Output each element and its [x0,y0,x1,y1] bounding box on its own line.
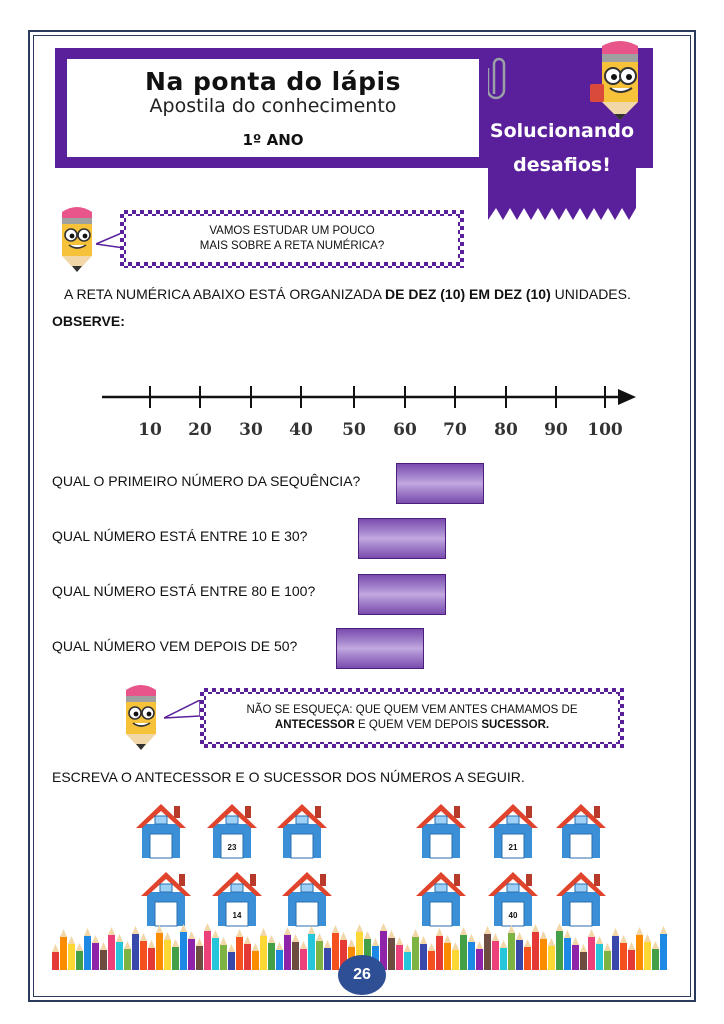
grade-label: 1º ANO [242,131,304,149]
number-line-label: 30 [239,420,263,440]
pencil-tip [444,935,451,943]
house-number: 14 [232,911,242,920]
pencil-tip [516,932,523,940]
pencil-tip [652,941,659,949]
pencil-tip [468,934,475,942]
pencil-body [412,937,419,970]
number-line-label: 90 [544,420,568,440]
pencil-tip [228,944,235,952]
pencil-tip [84,928,91,936]
pencil-tip [524,939,531,947]
pencil-body [204,931,211,970]
pencil-body [100,950,107,970]
pencil-tip [100,942,107,950]
pencil-body [92,943,99,970]
question-3: QUAL NÚMERO ESTÁ ENTRE 80 E 100? [52,583,316,599]
pencil-body [580,952,587,970]
pencil-tip [492,933,499,941]
pencil-body [468,942,475,970]
bubble-line-2: MAIS SOBRE A RETA NUMÉRICA? [199,240,385,252]
pencil-tip [124,941,131,949]
pencil-body [188,939,195,970]
pencil-tip [476,941,483,949]
pencil-body [604,951,611,970]
pencil-tip [292,934,299,942]
pencil-body [76,951,83,970]
pencil-tip [196,938,203,946]
house-number: 21 [508,843,518,852]
sucessor-word: SUCESSOR. [481,719,550,731]
pencil-tip [156,925,163,933]
pencil-tip [236,929,243,937]
pencil-tip [604,943,611,951]
number-line-label: 10 [138,420,162,440]
pencil-mascot-icon [116,684,166,752]
house-icon [488,802,538,860]
pencil-body [180,932,187,970]
pencil-body [516,940,523,970]
pencil-tip [220,937,227,945]
number-line-label: 100 [587,420,623,440]
pencil-tip [404,944,411,952]
pencil-body [132,934,139,970]
pencil-body [220,945,227,970]
pencil-tip [580,944,587,952]
number-line-label: 50 [342,420,366,440]
pencil-tip [588,929,595,937]
pencil-tip [636,927,643,935]
pencil-tip [356,924,363,932]
number-line [98,380,638,416]
pencil-tip [388,930,395,938]
house-icon[interactable] [416,802,466,860]
pencil-body [460,935,467,970]
intro-text-bold: DE DEZ (10) EM DEZ (10) [385,286,551,302]
pencil-body [532,932,539,970]
pencil-body [564,938,571,970]
pencil-tip [348,939,355,947]
pencil-tip [436,928,443,936]
pencil-body [292,942,299,970]
intro-text-end: UNIDADES. [550,286,631,302]
number-line-label: 80 [494,420,518,440]
pencil-body [644,942,651,970]
pencil-body [68,944,75,970]
pencil-tip [452,942,459,950]
pencil-body [572,945,579,970]
number-line-label: 60 [393,420,417,440]
page-number: 26 [338,955,386,995]
pencil-body [436,936,443,970]
pencil-body [236,937,243,970]
pencil-tip [188,931,195,939]
pencil-body [108,935,115,970]
pencil-body [228,952,235,970]
pencil-tip [644,934,651,942]
pencil-body [284,935,291,970]
pencil-body [660,934,667,970]
pencil-body [260,936,267,970]
bubble-line-2 [275,718,549,733]
instruction-text: ESCREVA O ANTECESSOR E O SUCESSOR DOS NÚMEROS A SEGUIR. [52,769,525,785]
pencil-body [628,950,635,970]
pencil-tip [204,923,211,931]
pencil-mascot-icon [52,206,102,274]
house-icon[interactable] [136,802,186,860]
pencil-tip [628,942,635,950]
pencil-tip [268,935,275,943]
house-icon[interactable] [277,802,327,860]
pencil-tip [68,936,75,944]
header-title-box [66,58,480,158]
paperclip-icon [488,54,510,102]
ribbon-line-1: Solucionando [489,120,635,142]
house-number: 23 [227,843,237,852]
answer-box-1[interactable] [396,463,484,504]
page-subtitle: Apostila do conhecimento [149,95,397,117]
pencil-body [172,947,179,970]
pencil-tip [284,927,291,935]
pencil-tip [596,936,603,944]
pencil-tip [380,923,387,931]
question-4: QUAL NÚMERO VEM DEPOIS DE 50? [52,638,298,654]
pencil-tip [108,927,115,935]
pencil-body [140,941,147,970]
pencil-body [508,933,515,970]
pencil-tip [396,937,403,945]
pencil-tip [308,926,315,934]
pencil-body [548,946,555,970]
speech-bubble [120,210,464,268]
pencil-tip [460,927,467,935]
pencil-body [444,943,451,970]
speech-bubble-text [206,694,618,742]
pencil-body [428,951,435,970]
pencil-body [404,952,411,970]
pencil-body [324,948,331,970]
house-number: 40 [508,911,518,920]
pencil-tip [172,939,179,947]
pencil-body [316,941,323,970]
intro-text-start: A RETA NUMÉRICA ABAIXO ESTÁ ORGANIZADA [64,286,386,302]
pencil-tip [500,940,507,948]
intro-text [64,286,631,302]
pencil-tip [260,928,267,936]
pencil-body [484,934,491,970]
pencil-tip [324,940,331,948]
pencil-tip [572,937,579,945]
question-2: QUAL NÚMERO ESTÁ ENTRE 10 E 30? [52,528,308,544]
pencil-body [332,933,339,970]
answer-box-2[interactable] [358,518,446,559]
question-1: QUAL O PRIMEIRO NÚMERO DA SEQUÊNCIA? [52,473,361,489]
pencil-tip [660,926,667,934]
pencil-body [540,939,547,970]
pencil-tip [180,924,187,932]
pencil-tip [612,928,619,936]
pencil-body [524,947,531,970]
bubble-middle-text: E QUEM VEM DEPOIS [354,719,482,731]
pencil-tip [484,926,491,934]
pencil-body [148,948,155,970]
pencil-tip [212,930,219,938]
pencil-tip [372,938,379,946]
pencil-tip [60,929,67,937]
pencil-tip [316,933,323,941]
pencil-body [116,942,123,970]
pencil-tip [508,925,515,933]
pencil-tip [332,925,339,933]
pencil-body [476,949,483,970]
pencil-body [164,940,171,970]
bubble-line-1: NÃO SE ESQUEÇA: QUE QUEM VEM ANTES CHAMAMOS DE [246,704,578,716]
pencil-body [244,944,251,970]
pencil-body [268,943,275,970]
pencil-tip [532,924,539,932]
pencil-body [84,936,91,970]
pencil-tip [52,944,59,952]
pencil-body [556,931,563,970]
ribbon-line-2: desafios! [513,154,611,176]
pencil-body [300,949,307,970]
pencil-body [124,949,131,970]
pencil-tip [76,943,83,951]
pencil-tip [620,935,627,943]
pencil-body [276,950,283,970]
number-line-label: 70 [443,420,467,440]
number-line-label: 40 [289,420,313,440]
answer-box-4[interactable] [336,628,424,669]
pencil-body [588,937,595,970]
pencil-tip [564,930,571,938]
pencil-tip [428,943,435,951]
pencil-body [596,944,603,970]
pencil-body [60,937,67,970]
pencil-body [156,933,163,970]
pencil-body [396,945,403,970]
pencil-body [308,934,315,970]
pencil-tip [164,932,171,940]
pencil-mascot-icon [588,40,652,122]
observe-label: OBSERVE: [52,313,125,329]
pencil-tip [412,929,419,937]
pencil-body [500,948,507,970]
pencil-tip [148,940,155,948]
pencil-body [652,949,659,970]
pencil-body [212,938,219,970]
pencil-body [620,943,627,970]
pencil-body [612,936,619,970]
ribbon-text [488,114,636,182]
page-title: Na ponta do lápis [145,67,401,96]
pencil-tip [244,936,251,944]
pencil-body [420,944,427,970]
bubble-tail [164,700,200,722]
bubble-line-1: VAMOS ESTUDAR UM POUCO [209,225,375,237]
pencil-body [636,935,643,970]
speech-bubble-text [126,216,458,262]
pencil-tip [420,936,427,944]
pencil-tip [300,941,307,949]
pencil-tip [276,942,283,950]
pencil-tip [140,933,147,941]
pencil-tip [252,943,259,951]
antecessor-word: ANTECESSOR [274,719,355,731]
speech-bubble [200,688,624,748]
pencil-body [196,946,203,970]
pencil-tip [364,931,371,939]
pencil-body [52,952,59,970]
pencil-tip [548,938,555,946]
pencil-body [452,950,459,970]
pencil-body [252,951,259,970]
house-icon[interactable] [556,802,606,860]
pencil-tip [116,934,123,942]
number-line-label: 20 [188,420,212,440]
pencil-body [492,941,499,970]
pencil-tip [92,935,99,943]
pencil-body [388,938,395,970]
pencil-tip [132,926,139,934]
pencil-tip [540,931,547,939]
house-icon [207,802,257,860]
answer-box-3[interactable] [358,574,446,615]
pencil-tip [340,932,347,940]
pencil-tip [556,923,563,931]
